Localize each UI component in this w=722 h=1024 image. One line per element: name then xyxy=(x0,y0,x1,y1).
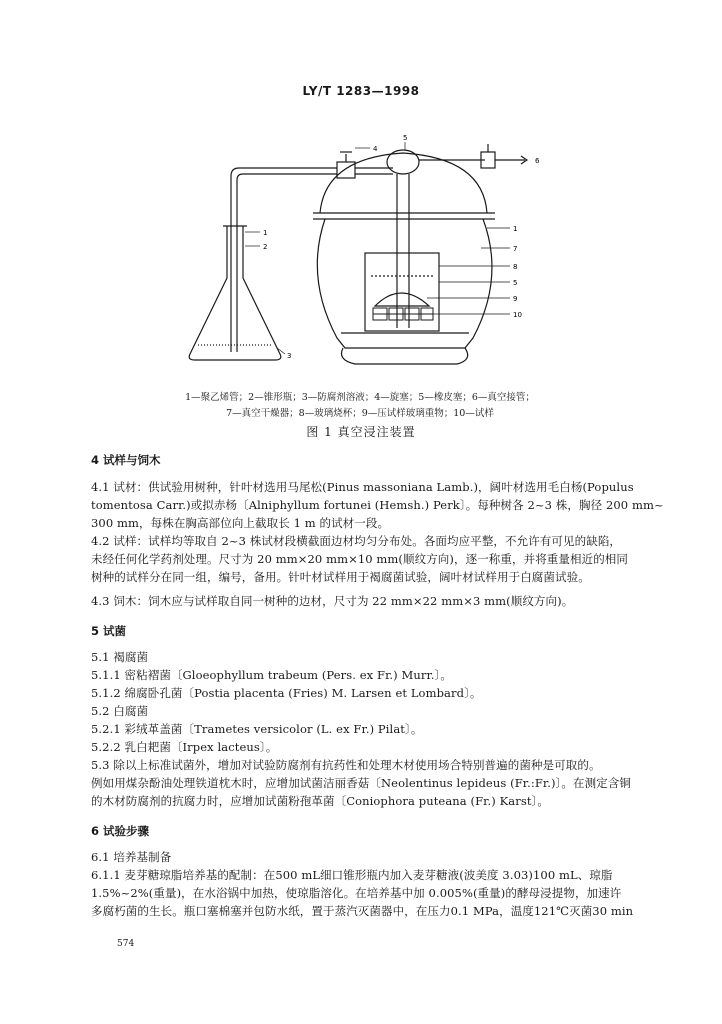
figure-legend-line-1: 1—聚乙烯管；2—锥形瓶；3—防腐剂溶液；4—旋塞；5—橡皮塞；6—真空接管； xyxy=(185,392,535,403)
standard-number-header: LY/T 1283—1998 xyxy=(302,84,420,98)
specimens xyxy=(373,308,433,320)
para-5-1-2: 5.1.2 绵腐卧孔菌〔Postia placenta (Fries) M. Larsen et Lombard〕。 xyxy=(91,686,482,700)
para-4-2-line-3: 树种的试样分在同一组，编号，备用。针叶材试样用于褐腐菌试验，阔叶材试样用于白腐菌试验。 xyxy=(91,570,590,584)
figure-title: 图 1 真空浸注装置 xyxy=(306,425,416,439)
page-number: 574 xyxy=(117,939,135,949)
para-4-1-line-2: tomentosa Carr.)或拟赤杨〔Alniphyllum fortunei (Hemsh.) Perk〕。每种树各 2~3 株，胸径 200 mm~ xyxy=(91,498,664,512)
vacuum-impregnation-figure xyxy=(165,128,585,378)
glass-weight xyxy=(375,293,429,306)
label-2: 2 xyxy=(263,243,268,251)
para-5-2-1: 5.2.1 彩绒革盖菌〔Trametes versicolor (L. ex Fr.) Pilat〕。 xyxy=(91,722,423,736)
label-6: 6 xyxy=(535,157,540,165)
para-5-3-line-1: 5.3 除以上标准试菌外，增加对试验防腐剂有抗药性和处理木材使用场合特别普遍的菌种是可取的。 xyxy=(91,758,601,772)
figure-legend-line-2: 7—真空干燥器；8—玻璃烧杯；9—压试样玻璃重物；10—试样 xyxy=(226,408,494,419)
para-5-2-2: 5.2.2 乳白耙菌〔Irpex lacteus〕。 xyxy=(91,740,278,754)
label-10: 10 xyxy=(513,311,522,319)
para-4-1-line-1: 4.1 试材：供试验用树种，针叶材选用马尾松(Pinus massoniana Lamb.)，阔叶材选用毛白杨(Populus xyxy=(91,480,634,494)
label-7: 7 xyxy=(513,245,518,253)
polyethylene-tube xyxy=(231,168,337,352)
label-8: 8 xyxy=(513,263,518,271)
para-4-3: 4.3 饲木：饲木应与试样取自同一树种的边材，尺寸为 22 mm×22 mm×3 mm(顺纹方向)。 xyxy=(91,594,574,608)
para-4-1-line-3: 300 mm，每株在胸高部位向上截取长 1 m 的试材一段。 xyxy=(91,516,390,530)
section-6-heading: 6 试验步骤 xyxy=(91,824,150,838)
para-5-1: 5.1 褐腐菌 xyxy=(91,650,149,664)
para-5-1-1: 5.1.1 密粘褶菌〔Gloeophyllum trabeum (Pers. ex Fr.) Murr.〕。 xyxy=(91,668,453,682)
label-3: 3 xyxy=(287,352,292,360)
label-9: 9 xyxy=(513,295,518,303)
para-4-2-line-2: 未经任何化学药剂处理。尺寸为 20 mm×20 mm×10 mm(顺纹方向)，逐一称重，并将重量相近的相同 xyxy=(91,552,628,566)
label-5-right: 5 xyxy=(513,279,518,287)
para-6-1: 6.1 培养基制备 xyxy=(91,850,172,864)
label-5-top: 5 xyxy=(403,134,408,142)
para-5-3-line-2: 例如用煤杂酚油处理铁道枕木时，应增加试菌洁丽香菇〔Neolentinus lepideus (Fr.:Fr.)〕。在测定含铜 xyxy=(91,776,632,790)
section-5-heading: 5 试菌 xyxy=(91,624,127,638)
para-5-3-line-3: 的木材防腐剂的抗腐力时，应增加试菌粉孢革菌〔Coniophora puteana (Fr.) Karst〕。 xyxy=(91,794,550,808)
label-1-right: 1 xyxy=(513,225,518,233)
para-6-1-1-line-3: 多腐朽菌的生长。瓶口塞棉塞并包防水纸，置于蒸汽灭菌器中，在压力0.1 MPa，温度121℃灭菌30 min xyxy=(91,904,634,918)
glass-beaker xyxy=(365,253,439,331)
para-5-2: 5.2 白腐菌 xyxy=(91,704,149,718)
label-4: 4 xyxy=(373,145,378,153)
para-6-1-1-line-2: 1.5%~2%(重量)，在水浴锅中加热，使琼脂溶化。在培养基中加 0.005%(重量)的酵母浸提物，加速许 xyxy=(91,886,622,900)
para-6-1-1-line-1: 6.1.1 麦芽糖琼脂培养基的配制：在500 mL细口锥形瓶内加入麦芽糖液(波美度 3.03)100 mL、琼脂 xyxy=(91,868,613,882)
section-4-heading: 4 试样与饲木 xyxy=(91,453,161,467)
label-1-flask: 1 xyxy=(263,229,268,237)
para-4-2-line-1: 4.2 试样：试样均等取自 2~3 株试材段横截面边材均匀分布处。各面均应平整，不允许有可见的缺陷， xyxy=(91,534,622,548)
